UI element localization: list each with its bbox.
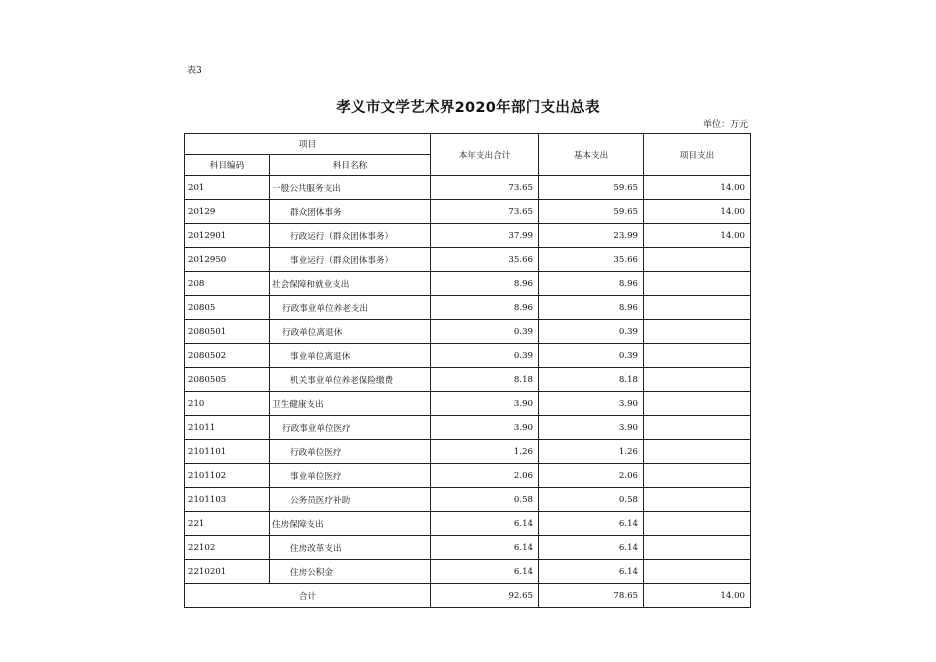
- row-project: 14.00: [644, 224, 751, 248]
- table-row: [185, 272, 751, 296]
- row-project: [644, 464, 751, 488]
- row-basic: 0.39: [539, 344, 644, 368]
- row-code: 221: [185, 512, 270, 536]
- row-code: 2101101: [185, 440, 270, 464]
- row-total: 0.58: [431, 488, 539, 512]
- row-total: 1.26: [431, 440, 539, 464]
- table-row: [185, 416, 751, 440]
- row-project: [644, 272, 751, 296]
- row-basic: 59.65: [539, 176, 644, 200]
- row-total: 73.65: [431, 200, 539, 224]
- row-name: 行政单位医疗: [270, 440, 431, 464]
- row-total: 6.14: [431, 536, 539, 560]
- row-total: 8.96: [431, 272, 539, 296]
- row-name: 公务员医疗补助: [270, 488, 431, 512]
- row-basic: 59.65: [539, 200, 644, 224]
- row-name: 行政事业单位养老支出: [270, 296, 431, 320]
- row-code: 20129: [185, 200, 270, 224]
- row-name: 群众团体事务: [270, 200, 431, 224]
- row-total: 37.99: [431, 224, 539, 248]
- header-total: 本年支出合计: [431, 134, 539, 176]
- total-total: 92.65: [431, 584, 539, 608]
- row-total: 8.18: [431, 368, 539, 392]
- row-basic: 1.26: [539, 440, 644, 464]
- row-code: 2101103: [185, 488, 270, 512]
- row-code: 21011: [185, 416, 270, 440]
- row-total: 6.14: [431, 560, 539, 584]
- page-title: 孝义市文学艺术界2020年部门支出总表: [336, 100, 600, 116]
- row-project: [644, 368, 751, 392]
- table-row: [185, 488, 751, 512]
- row-basic: 0.39: [539, 320, 644, 344]
- row-total: 35.66: [431, 248, 539, 272]
- row-name: 行政运行（群众团体事务）: [270, 224, 431, 248]
- row-name: 社会保障和就业支出: [270, 272, 431, 296]
- row-basic: 6.14: [539, 560, 644, 584]
- table-row: [185, 536, 751, 560]
- table-row: [185, 224, 751, 248]
- header-item: 项目: [185, 134, 431, 155]
- row-name: 住房保障支出: [270, 512, 431, 536]
- row-code: 2012901: [185, 224, 270, 248]
- row-basic: 8.18: [539, 368, 644, 392]
- row-project: [644, 416, 751, 440]
- table-row: [185, 344, 751, 368]
- expenditure-table: [184, 133, 751, 608]
- row-project: [644, 248, 751, 272]
- row-code: 2080505: [185, 368, 270, 392]
- row-basic: 35.66: [539, 248, 644, 272]
- total-project: 14.00: [644, 584, 751, 608]
- row-code: 2080501: [185, 320, 270, 344]
- header-name: 科目名称: [270, 155, 431, 176]
- table-row: [185, 440, 751, 464]
- row-code: 210: [185, 392, 270, 416]
- table-row: [185, 560, 751, 584]
- row-project: [644, 560, 751, 584]
- row-name: 事业单位医疗: [270, 464, 431, 488]
- row-total: 2.06: [431, 464, 539, 488]
- row-basic: 8.96: [539, 272, 644, 296]
- table-row: [185, 248, 751, 272]
- row-total: 73.65: [431, 176, 539, 200]
- row-basic: 6.14: [539, 512, 644, 536]
- row-name: 住房公积金: [270, 560, 431, 584]
- table-row: [185, 464, 751, 488]
- row-total: 0.39: [431, 320, 539, 344]
- row-project: [644, 392, 751, 416]
- table-row: [185, 368, 751, 392]
- unit-label: 单位：万元: [702, 120, 748, 130]
- table-body: [185, 176, 751, 584]
- row-code: 2012950: [185, 248, 270, 272]
- total-label: 合计: [185, 584, 431, 608]
- table-row: [185, 512, 751, 536]
- row-name: 机关事业单位养老保险缴费: [270, 368, 431, 392]
- row-basic: 8.96: [539, 296, 644, 320]
- row-code: 201: [185, 176, 270, 200]
- row-total: 3.90: [431, 416, 539, 440]
- row-project: 14.00: [644, 200, 751, 224]
- row-basic: 3.90: [539, 392, 644, 416]
- row-name: 一般公共服务支出: [270, 176, 431, 200]
- row-code: 2210201: [185, 560, 270, 584]
- row-total: 3.90: [431, 392, 539, 416]
- row-total: 8.96: [431, 296, 539, 320]
- row-name: 事业运行（群众团体事务）: [270, 248, 431, 272]
- row-basic: 2.06: [539, 464, 644, 488]
- header-project: 项目支出: [644, 134, 751, 176]
- total-row: [185, 584, 751, 608]
- row-project: [644, 320, 751, 344]
- row-total: 6.14: [431, 512, 539, 536]
- row-code: 2101102: [185, 464, 270, 488]
- table-row: [185, 320, 751, 344]
- total-basic: 78.65: [539, 584, 644, 608]
- row-name: 事业单位离退休: [270, 344, 431, 368]
- row-basic: 23.99: [539, 224, 644, 248]
- row-total: 0.39: [431, 344, 539, 368]
- row-code: 20805: [185, 296, 270, 320]
- row-name: 卫生健康支出: [270, 392, 431, 416]
- row-name: 住房改革支出: [270, 536, 431, 560]
- row-project: 14.00: [644, 176, 751, 200]
- table-row: [185, 392, 751, 416]
- row-basic: 6.14: [539, 536, 644, 560]
- row-code: 2080502: [185, 344, 270, 368]
- table-id: 表3: [187, 66, 202, 76]
- header-code: 科目编码: [185, 155, 270, 176]
- row-project: [644, 536, 751, 560]
- row-name: 行政单位离退休: [270, 320, 431, 344]
- row-code: 208: [185, 272, 270, 296]
- row-basic: 3.90: [539, 416, 644, 440]
- row-name: 行政事业单位医疗: [270, 416, 431, 440]
- table-row: [185, 296, 751, 320]
- table-row: [185, 176, 751, 200]
- row-project: [644, 512, 751, 536]
- row-code: 22102: [185, 536, 270, 560]
- row-project: [644, 488, 751, 512]
- header-basic: 基本支出: [539, 134, 644, 176]
- row-project: [644, 344, 751, 368]
- row-project: [644, 440, 751, 464]
- row-basic: 0.58: [539, 488, 644, 512]
- row-project: [644, 296, 751, 320]
- table-row: [185, 200, 751, 224]
